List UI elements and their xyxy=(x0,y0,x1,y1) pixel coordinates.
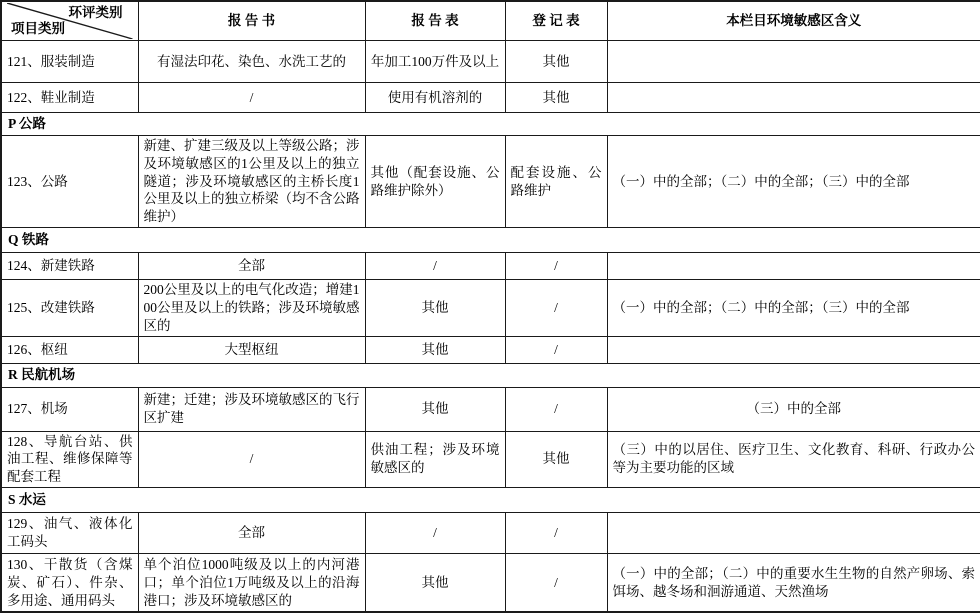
cell-category: 125、改建铁路 xyxy=(1,280,138,336)
cell-register-form: 其他 xyxy=(505,83,607,113)
cell-category: 129、油气、液体化工码头 xyxy=(1,512,138,553)
cell-meaning xyxy=(607,336,980,363)
cell-report-form: / xyxy=(365,512,505,553)
cell-meaning: （三）中的以居住、医疗卫生、文化教育、科研、行政办公等为主要功能的区域 xyxy=(607,431,980,487)
cell-meaning xyxy=(607,83,980,113)
cell-register-form: / xyxy=(505,336,607,363)
cell-register-form: 其他 xyxy=(505,41,607,83)
header-project-type-label: 项目类别 xyxy=(11,21,65,37)
table-row xyxy=(1,387,980,431)
cell-meaning: （三）中的全部 xyxy=(607,387,980,431)
cell-report-book: 大型枢纽 xyxy=(138,336,365,363)
cell-register-form: / xyxy=(505,553,607,612)
table-row xyxy=(1,83,980,113)
header-report-form: 报 告 表 xyxy=(365,1,505,41)
cell-report-book: / xyxy=(138,431,365,487)
cell-register-form: / xyxy=(505,280,607,336)
cell-report-book: 有湿法印花、染色、水洗工艺的 xyxy=(138,41,365,83)
table-row xyxy=(1,336,980,363)
cell-category: 130、干散货（含煤炭、矿石）、件杂、多用途、通用码头 xyxy=(1,553,138,612)
section-label: S 水运 xyxy=(1,487,980,512)
cell-report-book: / xyxy=(138,83,365,113)
cell-category: 128、导航台站、供油工程、维修保障等配套工程 xyxy=(1,431,138,487)
header-sensitive-area-meaning: 本栏目环境敏感区含义 xyxy=(607,1,980,41)
section-label: Q 铁路 xyxy=(1,228,980,253)
section-row-railway xyxy=(1,228,980,253)
section-row-highway xyxy=(1,113,980,136)
cell-report-form: 其他 xyxy=(365,553,505,612)
table-row xyxy=(1,280,980,336)
cell-report-form: 其他 xyxy=(365,280,505,336)
cell-report-book: 新建、扩建三级及以上等级公路；涉及环境敏感区的1公里及以上的独立隧道；涉及环境敏感区的主桥长度1公里及以上的独立桥梁（均不含公路维护） xyxy=(138,136,365,228)
cell-category: 126、枢纽 xyxy=(1,336,138,363)
section-label: R 民航机场 xyxy=(1,363,980,387)
table-row xyxy=(1,553,980,612)
table-row xyxy=(1,253,980,280)
table-row xyxy=(1,41,980,83)
cell-report-book: 全部 xyxy=(138,512,365,553)
header-register-form: 登 记 表 xyxy=(505,1,607,41)
table-row xyxy=(1,136,980,228)
cell-category: 127、机场 xyxy=(1,387,138,431)
cell-category: 121、服装制造 xyxy=(1,41,138,83)
cell-report-form: 其他（配套设施、公路维护除外） xyxy=(365,136,505,228)
cell-report-book: 全部 xyxy=(138,253,365,280)
cell-report-book: 新建；迁建；涉及环境敏感区的飞行区扩建 xyxy=(138,387,365,431)
cell-report-book: 200公里及以上的电气化改造；增建100公里及以上的铁路；涉及环境敏感区的 xyxy=(138,280,365,336)
cell-report-form: 供油工程；涉及环境敏感区的 xyxy=(365,431,505,487)
cell-report-book: 单个泊位1000吨级及以上的内河港口；单个泊位1万吨级及以上的沿海港口；涉及环境敏感区的 xyxy=(138,553,365,612)
cell-register-form: / xyxy=(505,512,607,553)
cell-register-form: / xyxy=(505,387,607,431)
table-row xyxy=(1,512,980,553)
cell-meaning xyxy=(607,512,980,553)
cell-register-form: / xyxy=(505,253,607,280)
header-eia-type-label: 环评类别 xyxy=(68,5,123,20)
diagonal-header-cell xyxy=(1,1,138,41)
cell-report-form: / xyxy=(365,253,505,280)
cell-meaning: （一）中的全部；（二）中的全部；（三）中的全部 xyxy=(607,136,980,228)
cell-meaning xyxy=(607,41,980,83)
cell-report-form: 年加工100万件及以上 xyxy=(365,41,505,83)
cell-category: 123、公路 xyxy=(1,136,138,228)
section-row-civil-airport xyxy=(1,363,980,387)
cell-category: 122、鞋业制造 xyxy=(1,83,138,113)
cell-report-form: 使用有机溶剂的 xyxy=(365,83,505,113)
cell-meaning: （一）中的全部；（二）中的全部；（三）中的全部 xyxy=(607,280,980,336)
section-row-water-transport xyxy=(1,487,980,512)
cell-report-form: 其他 xyxy=(365,336,505,363)
table-row xyxy=(1,431,980,487)
table-header-row xyxy=(1,1,980,41)
cell-register-form: 配套设施、公路维护 xyxy=(505,136,607,228)
section-label: P 公路 xyxy=(1,113,980,136)
cell-meaning: （一）中的全部；（二）中的重要水生生物的自然产卵场、索饵场、越冬场和洄游通道、天然渔场 xyxy=(607,553,980,612)
header-report-book: 报 告 书 xyxy=(138,1,365,41)
cell-report-form: 其他 xyxy=(365,387,505,431)
cell-category: 124、新建铁路 xyxy=(1,253,138,280)
cell-meaning xyxy=(607,253,980,280)
cell-register-form: 其他 xyxy=(505,431,607,487)
